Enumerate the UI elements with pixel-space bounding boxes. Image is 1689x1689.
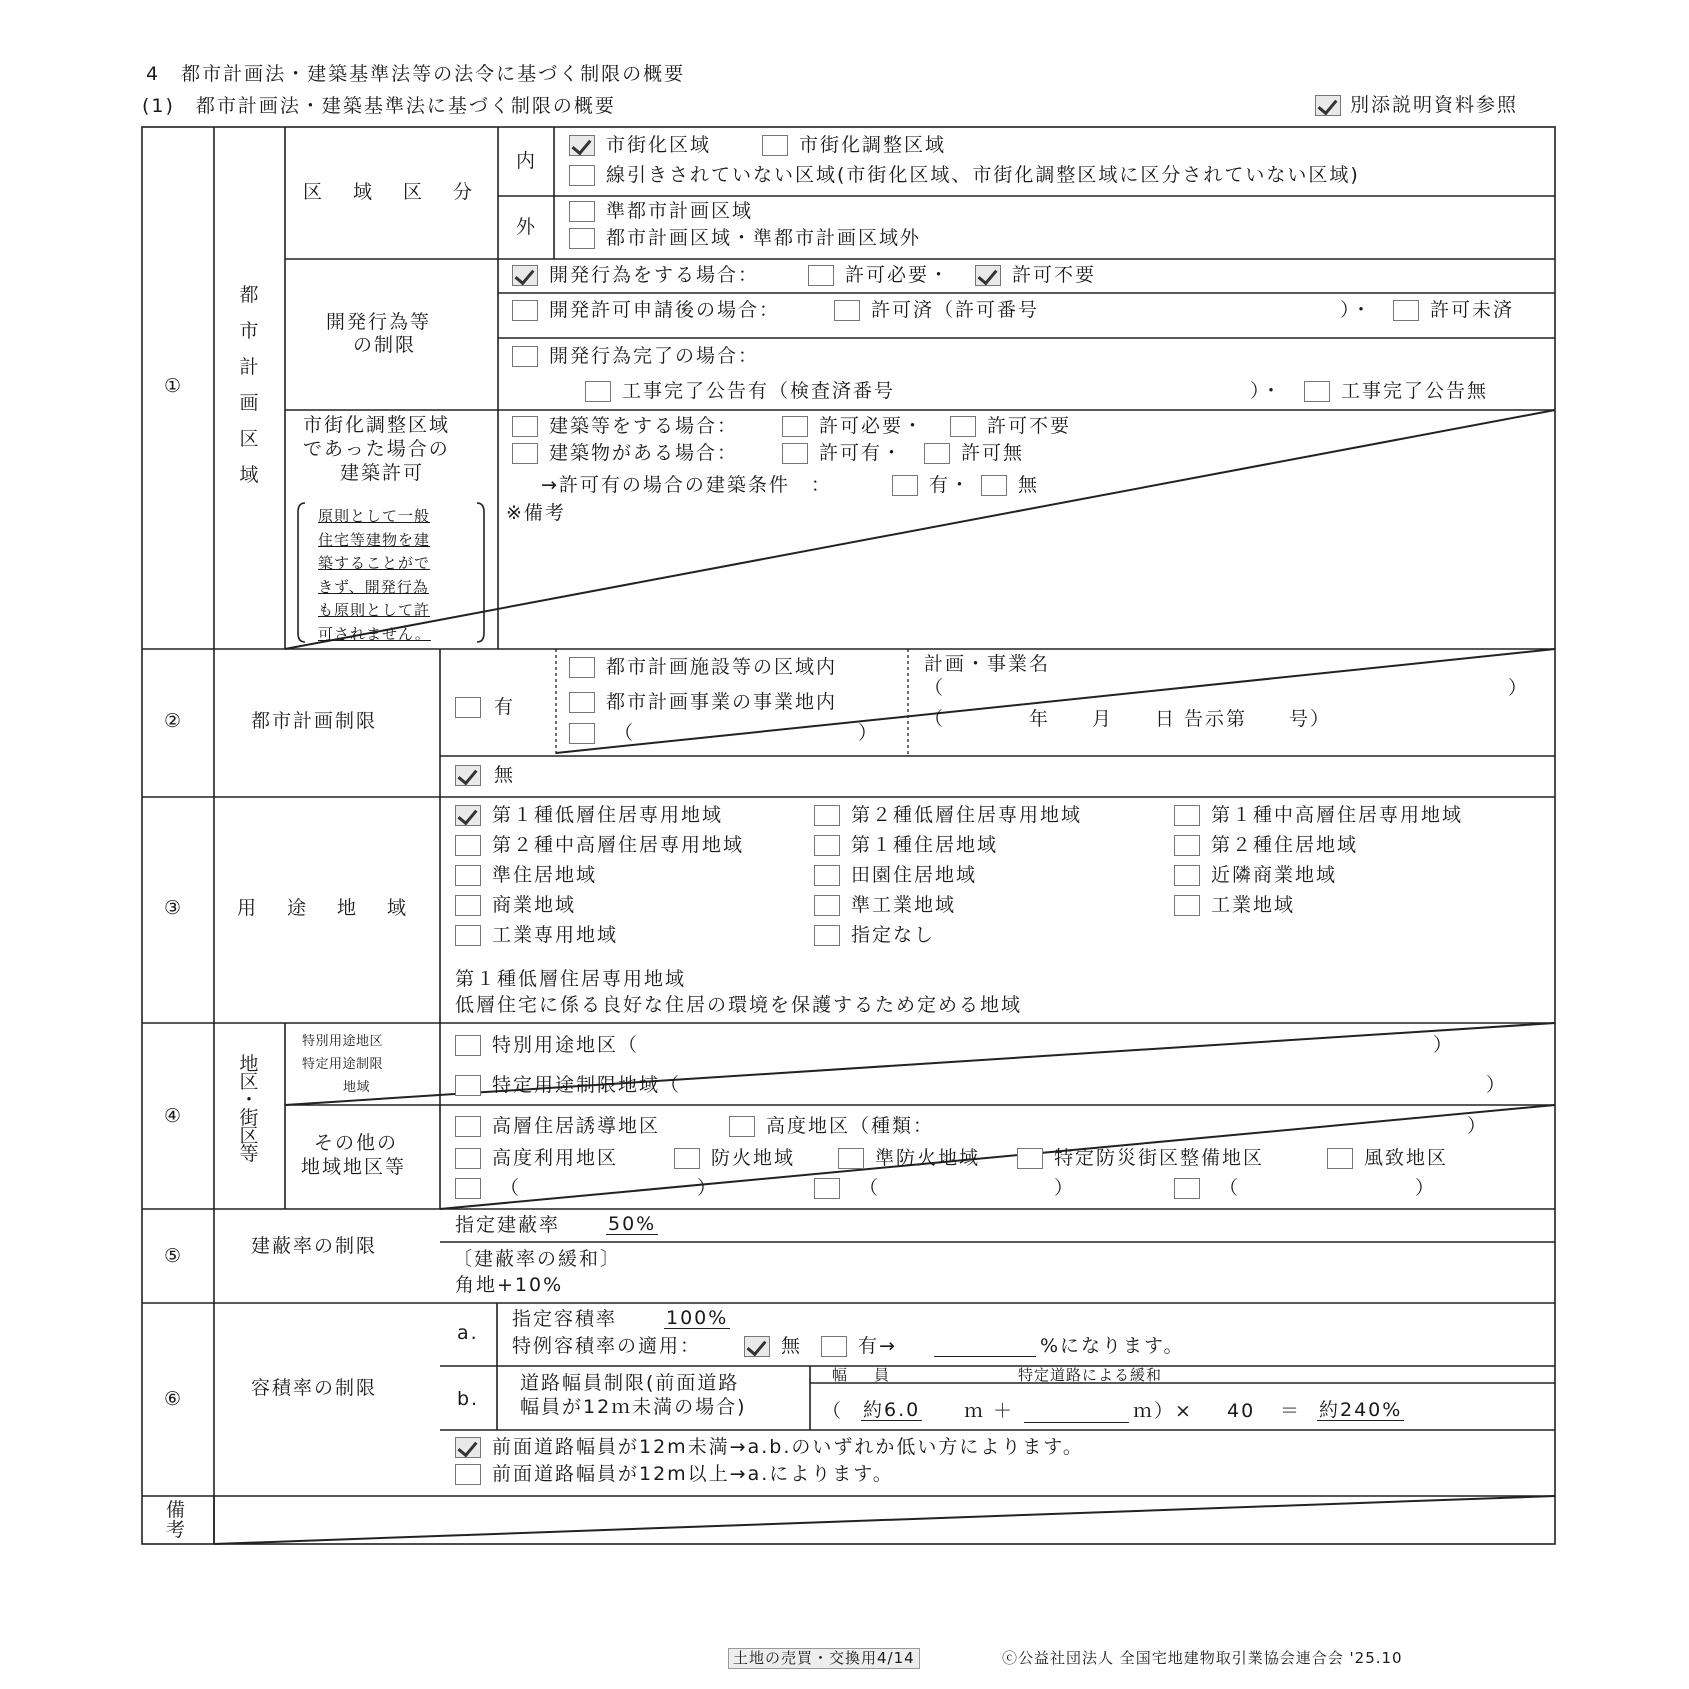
notice-yes-checkbox[interactable] bbox=[585, 381, 611, 402]
formula-m-close: ｍ）× bbox=[1133, 1400, 1193, 1422]
permitted-close: ）・ bbox=[1340, 299, 1373, 321]
zone-label-1: 第２種低層住居専用地域 bbox=[851, 804, 1083, 826]
develop-label: 開発行為をする場合： bbox=[549, 264, 760, 286]
after-application-checkbox[interactable] bbox=[512, 300, 538, 321]
plan-restriction-yes-label: 有 bbox=[494, 696, 516, 718]
attachment-label: 別添説明資料参照 bbox=[1350, 94, 1519, 116]
relax-road-label: 特定道路による緩和 bbox=[1018, 1366, 1163, 1384]
zone-label-5: 第２種住居地域 bbox=[1211, 834, 1359, 856]
facility-area-checkbox[interactable] bbox=[569, 657, 595, 678]
conditions-label: →許可有の場合の建築条件 ： bbox=[541, 474, 832, 496]
under12-checkbox[interactable] bbox=[455, 1437, 481, 1458]
develop-permit-not-required-checkbox[interactable] bbox=[975, 265, 1001, 286]
project-area-checkbox[interactable] bbox=[569, 692, 595, 713]
zone-label-10: 準工業地域 bbox=[851, 894, 957, 916]
zone-label-6: 準住居地域 bbox=[492, 864, 598, 886]
zone-inside-label: 内 bbox=[516, 150, 538, 172]
row4-other-open-1: （ bbox=[500, 1177, 522, 1199]
zone-desc-title: 第１種低層住居専用地域 bbox=[455, 968, 687, 990]
zone-label-8: 近隣商業地域 bbox=[1211, 864, 1338, 886]
high-rise-label: 高層住居誘導地区 bbox=[492, 1115, 661, 1137]
footer-copyright: ⓒ公益社団法人 全国宅地建物取引業協会連合会 '25.10 bbox=[1002, 1649, 1403, 1667]
zone-label: 区 域 区 分 bbox=[303, 181, 479, 203]
coverage-designated-value: 50% bbox=[608, 1213, 657, 1235]
remarks-label: 備 考 bbox=[166, 1499, 188, 1541]
notice-close: ）・ bbox=[1250, 380, 1283, 402]
row2-other-open: （ bbox=[614, 722, 636, 744]
develop-permit-not-required-label: 許可不要 bbox=[1012, 264, 1097, 286]
notice-yes-label: 工事完了公告有（検査済番号 bbox=[622, 380, 896, 402]
plan-name-close: ） bbox=[1508, 677, 1530, 699]
fire-prevention-checkbox[interactable] bbox=[674, 1148, 700, 1169]
zone-checkbox-4[interactable] bbox=[814, 835, 840, 856]
relax-blank[interactable] bbox=[1024, 1422, 1129, 1423]
far-b-marker: b. bbox=[457, 1388, 480, 1410]
specific-restriction-checkbox[interactable] bbox=[455, 1075, 481, 1096]
over12-label: 前面道路幅員が12m以上→a.によります。 bbox=[492, 1463, 894, 1485]
zone-checkbox-6[interactable] bbox=[455, 865, 481, 886]
far-special-blank[interactable] bbox=[934, 1356, 1036, 1357]
advanced-use-checkbox[interactable] bbox=[455, 1148, 481, 1169]
zone-checkbox-11[interactable] bbox=[1174, 895, 1200, 916]
height-district-checkbox[interactable] bbox=[729, 1116, 755, 1137]
zone-label-12: 工業専用地域 bbox=[492, 924, 619, 946]
row5-label: 建蔽率の制限 bbox=[251, 1235, 378, 1257]
bp-permit-yes-checkbox[interactable] bbox=[782, 443, 808, 464]
zone-label-3: 第２種中高層住居専用地域 bbox=[492, 834, 745, 856]
bp-permit-yes-label: 許可有・ bbox=[819, 442, 904, 464]
zone-label-2: 第１種中高層住居専用地域 bbox=[1211, 804, 1464, 826]
row4-other-close-2: ） bbox=[1054, 1177, 1076, 1199]
notice-no-label: 工事完了公告無 bbox=[1341, 380, 1489, 402]
bp-remarks-label: ※備考 bbox=[506, 502, 566, 524]
after-application-label: 開発許可申請後の場合： bbox=[549, 299, 781, 321]
other-label-2: 地域地区等 bbox=[301, 1156, 407, 1178]
bp-permit-no-checkbox[interactable] bbox=[924, 443, 950, 464]
zone-label-4: 第１種住居地域 bbox=[851, 834, 999, 856]
road-width-value: 約6.0 bbox=[863, 1399, 921, 1421]
row4-other-close-1: ） bbox=[697, 1177, 719, 1199]
zone-checkbox-3[interactable] bbox=[455, 835, 481, 856]
far-special-label: 特例容積率の適用： bbox=[512, 1335, 702, 1357]
plan-restriction-no-label: 無 bbox=[494, 764, 516, 786]
subsection-title: (1) 都市計画法・建築基準法に基づく制限の概要 bbox=[142, 95, 616, 117]
cond-yes-checkbox[interactable] bbox=[892, 475, 918, 496]
height-district-label: 高度地区（種類： bbox=[766, 1115, 935, 1137]
non-delineated-checkbox[interactable] bbox=[569, 165, 595, 186]
road-label-1: 道路幅員制限(前面道路 bbox=[520, 1372, 740, 1394]
zone-checkbox-1[interactable] bbox=[814, 805, 840, 826]
far-designated-value: 100% bbox=[666, 1307, 729, 1329]
outside-both-label: 都市計画区域・準都市計画区域外 bbox=[606, 227, 922, 249]
over12-checkbox[interactable] bbox=[455, 1464, 481, 1485]
fire-prevention-label: 防火地域 bbox=[711, 1147, 796, 1169]
quasi-city-label: 準都市計画区域 bbox=[606, 200, 754, 222]
bp-permit-not-required-label: 許可不要 bbox=[987, 415, 1072, 437]
special-district-label: 特別用途地区（ bbox=[492, 1034, 640, 1056]
non-delineated-label: 線引きされていない区域(市街化区域、市街化調整区域に区分されていない区域) bbox=[606, 164, 1360, 186]
row4-number: ④ bbox=[164, 1105, 184, 1127]
facility-area-label: 都市計画施設等の区域内 bbox=[606, 656, 838, 678]
zone-checkbox-12[interactable] bbox=[455, 925, 481, 946]
far-special-no-checkbox[interactable] bbox=[744, 1336, 770, 1357]
urbanization-checkbox[interactable] bbox=[569, 135, 595, 156]
far-special-suffix: %になります。 bbox=[1040, 1335, 1185, 1357]
formula-m-plus: ｍ ＋ bbox=[964, 1400, 1015, 1422]
row6-number: ⑥ bbox=[164, 1388, 184, 1410]
specific-restriction-label: 特定用途制限地域（ bbox=[492, 1074, 682, 1096]
zone-label-9: 商業地域 bbox=[492, 894, 577, 916]
row6-label: 容積率の制限 bbox=[251, 1377, 378, 1399]
row4-other-checkbox-3[interactable] bbox=[1174, 1178, 1200, 1199]
bp-permit-not-required-checkbox[interactable] bbox=[950, 416, 976, 437]
under12-label: 前面道路幅員が12m未満→a.b.のいずれか低い方によります。 bbox=[492, 1436, 1084, 1458]
zone-checkbox-8[interactable] bbox=[1174, 865, 1200, 886]
permitted-label: 許可済（許可番号 bbox=[871, 299, 1040, 321]
urbanization-label: 市街化区域 bbox=[606, 134, 712, 156]
quasi-fire-checkbox[interactable] bbox=[838, 1148, 864, 1169]
row4-other-open-2: （ bbox=[859, 1177, 881, 1199]
cond-no-label: 無 bbox=[1018, 474, 1040, 496]
development-label-1: 開発行為等 bbox=[326, 311, 432, 333]
section-title: 4 都市計画法・建築基準法等の法令に基づく制限の概要 bbox=[146, 63, 686, 85]
building-permit-note: 原則として一般 住宅等建物を建 築することがで きず、開発行為 も原則として許 可されません。 bbox=[318, 507, 431, 643]
scenic-label: 風致地区 bbox=[1364, 1147, 1449, 1169]
zone-checkbox-0[interactable] bbox=[455, 805, 481, 826]
row1-area-label: 都 市 計 画 区 域 bbox=[239, 284, 259, 486]
height-district-close: ） bbox=[1467, 1115, 1489, 1137]
zone-checkbox-5[interactable] bbox=[1174, 835, 1200, 856]
urbanization-control-checkbox[interactable] bbox=[762, 135, 788, 156]
when-building-label: 建築等をする場合： bbox=[549, 415, 739, 437]
formula-result: 約240% bbox=[1319, 1399, 1403, 1421]
building-permit-label-1: 市街化調整区域 bbox=[303, 414, 451, 436]
bp-permit-required-label: 許可必要・ bbox=[819, 415, 925, 437]
outside-both-checkbox[interactable] bbox=[569, 228, 595, 249]
coverage-relax-value: 角地+10% bbox=[455, 1274, 564, 1296]
row4-other-close-3: ） bbox=[1415, 1177, 1437, 1199]
develop-checkbox[interactable] bbox=[512, 265, 538, 286]
zone-outside-label: 外 bbox=[516, 216, 538, 238]
not-permitted-checkbox[interactable] bbox=[1393, 300, 1419, 321]
far-special-no-label: 無 bbox=[781, 1335, 803, 1357]
far-designated-label: 指定容積率 bbox=[512, 1308, 618, 1330]
zone-checkbox-13[interactable] bbox=[814, 925, 840, 946]
row1-number: ① bbox=[164, 375, 184, 397]
formula-open: （ bbox=[822, 1400, 844, 1422]
building-permit-label-2: であった場合の bbox=[303, 438, 450, 460]
disaster-block-checkbox[interactable] bbox=[1017, 1148, 1043, 1169]
completed-checkbox[interactable] bbox=[512, 346, 538, 367]
plan-restriction-no-checkbox[interactable] bbox=[455, 765, 481, 786]
row4-other-open-3: （ bbox=[1219, 1177, 1241, 1199]
plan-restriction-yes-checkbox[interactable] bbox=[455, 697, 481, 718]
scenic-checkbox[interactable] bbox=[1327, 1148, 1353, 1169]
plan-name-label: 計画・事業名 bbox=[924, 653, 1051, 675]
when-building-checkbox[interactable] bbox=[512, 416, 538, 437]
zone-checkbox-9[interactable] bbox=[455, 895, 481, 916]
notice-date: （ 年 月 日 告示第 号） bbox=[924, 708, 1332, 730]
coverage-relax-title: 〔建蔽率の緩和〕 bbox=[453, 1248, 622, 1270]
existing-building-checkbox[interactable] bbox=[512, 443, 538, 464]
zone-label-13: 指定なし bbox=[851, 924, 936, 946]
formula-equals: ＝ bbox=[1280, 1400, 1302, 1422]
disaster-block-label: 特定防災街区整備地区 bbox=[1054, 1147, 1265, 1169]
row2-other-close: ） bbox=[858, 722, 880, 744]
bp-permit-required-checkbox[interactable] bbox=[782, 416, 808, 437]
zone-checkbox-2[interactable] bbox=[1174, 805, 1200, 826]
special-label-1: 特別用途地区 bbox=[302, 1034, 384, 1049]
cond-no-checkbox[interactable] bbox=[981, 475, 1007, 496]
far-a-marker: a. bbox=[457, 1322, 479, 1344]
road-label-2: 幅員が12ｍ未満の場合) bbox=[520, 1396, 747, 1418]
specific-restriction-close: ） bbox=[1486, 1074, 1508, 1096]
permitted-checkbox[interactable] bbox=[834, 300, 860, 321]
zone-label-0: 第１種低層住居専用地域 bbox=[492, 804, 724, 826]
row2-label: 都市計画制限 bbox=[251, 710, 378, 732]
advanced-use-label: 高度利用地区 bbox=[492, 1147, 619, 1169]
row5-number: ⑤ bbox=[164, 1245, 184, 1267]
project-area-label: 都市計画事業の事業地内 bbox=[606, 691, 838, 713]
not-permitted-label: 許可未済 bbox=[1430, 299, 1515, 321]
special-label-2: 特定用途制限 bbox=[302, 1057, 384, 1072]
formula-multiplier: 40 bbox=[1227, 1400, 1256, 1422]
develop-permit-required-label: 許可必要・ bbox=[845, 264, 951, 286]
zone-checkbox-7[interactable] bbox=[814, 865, 840, 886]
row2-other-checkbox[interactable] bbox=[569, 723, 595, 744]
quasi-city-checkbox[interactable] bbox=[569, 201, 595, 222]
notice-no-checkbox[interactable] bbox=[1304, 381, 1330, 402]
other-label-1: その他の bbox=[314, 1132, 399, 1154]
row2-number: ② bbox=[164, 710, 184, 732]
zone-label-11: 工業地域 bbox=[1211, 894, 1296, 916]
special-label-3: 地域 bbox=[343, 1080, 371, 1095]
far-special-yes-label: 有→ bbox=[858, 1335, 897, 1357]
row3-label: 用 途 地 域 bbox=[237, 897, 413, 919]
building-permit-label-3: 建築許可 bbox=[340, 462, 425, 484]
coverage-designated-label: 指定建蔽率 bbox=[455, 1214, 561, 1236]
row3-number: ③ bbox=[164, 897, 184, 919]
development-label-2: の制限 bbox=[353, 334, 417, 356]
urbanization-control-label: 市街化調整区域 bbox=[799, 134, 947, 156]
row4-other-checkbox-2[interactable] bbox=[814, 1178, 840, 1199]
row4-label: 地 区 ・ 街 区 等 bbox=[239, 1053, 259, 1165]
zone-label-7: 田園住居地域 bbox=[851, 864, 978, 886]
bp-permit-no-label: 許可無 bbox=[961, 442, 1025, 464]
special-district-close: ） bbox=[1433, 1034, 1455, 1056]
zone-desc-body: 低層住宅に係る良好な住居の環境を保護するため定める地域 bbox=[455, 994, 1023, 1016]
far-special-yes-checkbox[interactable] bbox=[821, 1336, 847, 1357]
existing-building-label: 建築物がある場合： bbox=[549, 442, 739, 464]
cond-yes-label: 有・ bbox=[929, 474, 972, 496]
zone-checkbox-10[interactable] bbox=[814, 895, 840, 916]
width-label: 幅 員 bbox=[832, 1366, 896, 1384]
high-rise-checkbox[interactable] bbox=[455, 1116, 481, 1137]
row4-other-checkbox-1[interactable] bbox=[455, 1178, 481, 1199]
quasi-fire-label: 準防火地域 bbox=[875, 1147, 981, 1169]
completed-label: 開発行為完了の場合： bbox=[549, 345, 760, 367]
special-district-checkbox[interactable] bbox=[455, 1035, 481, 1056]
plan-name-open: （ bbox=[924, 677, 946, 699]
footer-badge: 土地の売買・交換用4/14 bbox=[728, 1648, 920, 1669]
develop-permit-required-checkbox[interactable] bbox=[808, 265, 834, 286]
